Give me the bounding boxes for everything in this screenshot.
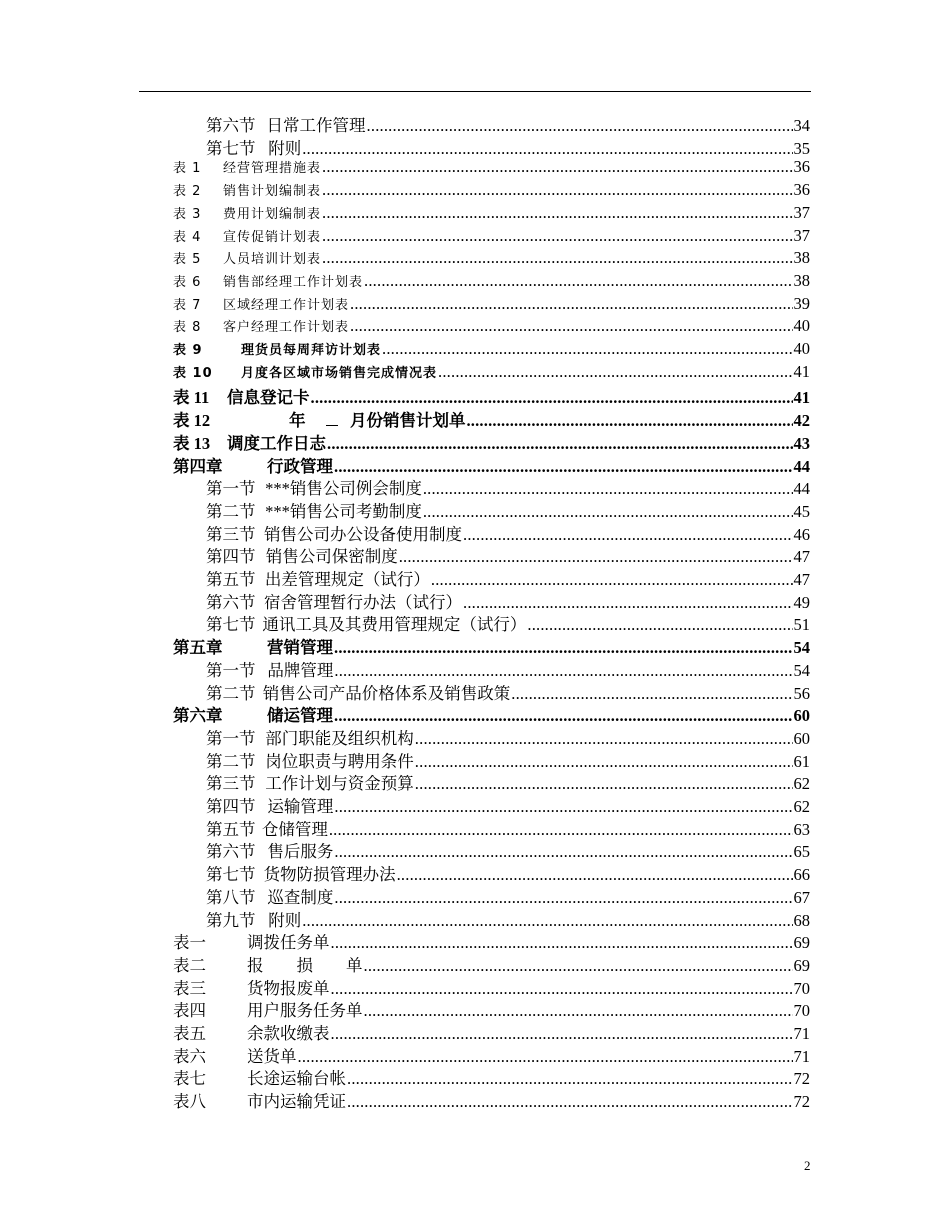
blank-month-line <box>326 411 338 426</box>
toc-leader-dots <box>302 139 792 159</box>
toc-entry[interactable] <box>206 793 810 816</box>
toc-entry-page: 36 <box>793 157 810 177</box>
toc-entry-page: 51 <box>793 615 810 635</box>
toc-entry-number: 表三 <box>173 978 206 998</box>
toc-entry-page: 44 <box>793 479 810 499</box>
toc-entry-number: 第六节 <box>206 842 256 862</box>
toc-entry-number: 第三节 <box>206 524 256 544</box>
toc-entry-page: 54 <box>793 660 810 680</box>
toc-leader-dots <box>466 411 792 431</box>
toc-leader-dots <box>367 116 793 136</box>
toc-leader-dots <box>399 547 793 567</box>
toc-entry-number: 表 5 <box>173 252 202 268</box>
toc-entry-title: 调拨任务单 <box>247 933 330 953</box>
toc-entry[interactable] <box>173 226 810 249</box>
toc-entry-page: 44 <box>793 456 810 476</box>
toc-entry-page: 38 <box>793 248 810 268</box>
toc-entry[interactable] <box>173 362 810 385</box>
toc-entry[interactable] <box>206 861 810 884</box>
toc-entry-page: 42 <box>793 411 810 431</box>
toc-entry-page: 61 <box>793 751 810 771</box>
toc-entry[interactable] <box>206 680 810 703</box>
toc-entry-title: 货物防损管理办法 <box>263 865 396 885</box>
toc-entry-page: 66 <box>793 865 810 885</box>
toc-entry[interactable] <box>206 770 810 793</box>
toc-leader-dots <box>302 911 792 931</box>
toc-entry-number: 第五章 <box>173 638 223 658</box>
toc-entry-page: 71 <box>793 1046 810 1066</box>
toc-entry[interactable] <box>173 1088 810 1111</box>
toc-entry-page: 41 <box>793 361 810 381</box>
toc-entry-title: 信息登记卡 <box>227 388 310 408</box>
toc-entry[interactable] <box>206 543 810 566</box>
toc-entry[interactable] <box>206 135 810 158</box>
toc-leader-dots <box>527 615 792 635</box>
toc-entry-title: 岗位职责与聘用条件 <box>265 751 414 771</box>
toc-entry[interactable] <box>173 929 810 952</box>
toc-entry-number: 第一节 <box>206 479 256 499</box>
toc-entry-number: 表二 <box>173 955 206 975</box>
toc-leader-dots <box>415 729 793 749</box>
toc-entry-page: 34 <box>793 116 810 135</box>
toc-entry-title: 附则 <box>268 910 302 930</box>
toc-entry-title: 销售公司产品价格体系及销售政策 <box>262 683 511 703</box>
toc-entry-page: 68 <box>793 910 810 930</box>
toc-entry-page: 43 <box>793 433 810 453</box>
toc-leader-dots <box>463 593 792 613</box>
page-number: 2 <box>804 1158 811 1173</box>
toc-entry-title: 行政管理 <box>267 456 333 476</box>
toc-leader-dots <box>350 316 792 336</box>
toc-entry-title: 销售部经理工作计划表 <box>223 274 364 290</box>
toc-entry-title: 调度工作日志 <box>227 433 326 453</box>
toc-entry-title: 部门职能及组织机构 <box>265 728 414 748</box>
toc-entry-number: 表 11 <box>173 388 210 408</box>
toc-entry-number: 第二节 <box>206 501 256 521</box>
toc-entry[interactable] <box>173 384 810 407</box>
toc-entry-page: 46 <box>793 524 810 544</box>
toc-entry-number: 表四 <box>173 1001 206 1021</box>
toc-entry[interactable] <box>173 157 810 180</box>
toc-entry-page: 69 <box>793 955 810 975</box>
toc-entry[interactable] <box>206 498 810 521</box>
toc-entry-number: 第二节 <box>206 683 256 703</box>
toc-entry-title: 运输管理 <box>267 797 334 816</box>
toc-entry-number: 表七 <box>173 1069 206 1089</box>
toc-entry[interactable] <box>206 884 810 907</box>
toc-entry[interactable] <box>173 1065 810 1088</box>
toc-entry-title: 货物报废单 <box>247 978 330 998</box>
toc-leader-dots <box>347 1092 793 1112</box>
toc-leader-dots <box>415 752 793 772</box>
toc-entry-page: 54 <box>793 638 810 658</box>
toc-entry-title: 日常工作管理 <box>266 116 366 135</box>
toc-entry[interactable] <box>173 1020 810 1043</box>
toc-leader-dots <box>511 684 792 704</box>
toc-entry-title: 工作计划与资金预算 <box>265 774 414 794</box>
toc-entry-number: 表 10 <box>173 365 213 381</box>
toc-entry-title: 营销管理 <box>267 638 333 658</box>
toc-entry-page: 35 <box>793 138 810 158</box>
toc-entry[interactable] <box>173 180 810 203</box>
toc-entry[interactable] <box>206 907 810 930</box>
toc-entry[interactable] <box>173 702 810 725</box>
toc-entry-title: 品牌管理 <box>267 660 334 680</box>
toc-entry-page: 65 <box>793 842 810 862</box>
toc-entry-title: 经营管理措施表 <box>223 161 322 177</box>
toc-entry-page: 60 <box>793 706 810 726</box>
toc-entry[interactable] <box>173 271 810 294</box>
toc-leader-dots <box>322 226 792 246</box>
toc-leader-dots <box>397 865 793 885</box>
toc-entry-title: 储运管理 <box>267 706 333 726</box>
toc-entry[interactable] <box>206 589 810 612</box>
toc-entry[interactable] <box>206 816 810 839</box>
toc-entry-title: 通讯工具及其费用管理规定（试行） <box>262 615 527 635</box>
toc-entry-page: 41 <box>793 388 810 408</box>
toc-entry-page: 71 <box>793 1024 810 1043</box>
toc-entry-title: 销售计划编制表 <box>223 184 322 200</box>
toc-leader-dots <box>364 1001 793 1021</box>
toc-entry-title-year: 年 <box>289 411 306 431</box>
toc-entry-number: 表八 <box>173 1092 206 1112</box>
toc-entry-number: 表 12 <box>173 411 211 431</box>
toc-leader-dots <box>334 661 792 681</box>
toc-entry-number: 第四节 <box>206 547 256 567</box>
toc-leader-dots <box>334 797 792 817</box>
toc-entry-number: 表 8 <box>173 320 202 336</box>
toc-entry-title: 市内运输凭证 <box>247 1092 346 1112</box>
toc-entry-number: 表 3 <box>173 206 202 222</box>
toc-leader-dots <box>350 294 792 314</box>
toc-leader-dots <box>331 933 793 953</box>
toc-entry-title: 宿舍管理暂行办法（试行） <box>264 592 463 612</box>
toc-leader-dots <box>331 979 793 999</box>
toc-leader-dots <box>329 820 793 840</box>
toc-entry[interactable] <box>173 997 810 1020</box>
toc-entry-number: 第一节 <box>206 728 256 748</box>
toc-leader-dots <box>322 203 792 223</box>
toc-entry[interactable] <box>173 203 810 226</box>
toc-entry-page: 38 <box>793 270 810 290</box>
toc-entry-title: 月度各区域市场销售完成情况表 <box>241 365 438 381</box>
toc-leader-dots <box>334 888 792 908</box>
toc-entry-page: 39 <box>793 293 810 313</box>
toc-entry-page: 49 <box>793 592 810 612</box>
toc-entry-number: 第一节 <box>206 660 256 680</box>
toc-leader-dots <box>334 842 792 862</box>
toc-entry-page: 72 <box>793 1069 810 1089</box>
toc-entry-title: 用户服务任务单 <box>247 1001 363 1021</box>
toc-leader-dots <box>334 638 793 658</box>
toc-entry-title: 长途运输台帐 <box>247 1069 346 1089</box>
toc-entry-page: 70 <box>793 1001 810 1021</box>
toc-entry[interactable] <box>173 975 810 998</box>
toc-entry-title: 理货员每周拜访计划表 <box>241 343 382 358</box>
toc-entry[interactable] <box>173 407 810 430</box>
toc-entry-title: 售后服务 <box>267 842 334 862</box>
toc-entry-number: 第四节 <box>206 797 256 816</box>
toc-entry-number: 表 13 <box>173 433 211 453</box>
toc-entry-number: 第七节 <box>206 865 256 885</box>
toc-leader-dots <box>322 180 792 200</box>
toc-entry[interactable] <box>206 521 810 544</box>
toc-entry-page: 47 <box>793 570 810 589</box>
toc-entry-title: 客户经理工作计划表 <box>223 320 350 336</box>
toc-entry-page: 69 <box>793 933 810 953</box>
toc-entry-number: 表 4 <box>173 229 202 245</box>
toc-entry-number: 表 7 <box>173 297 202 313</box>
toc-leader-dots <box>347 1069 793 1089</box>
toc-entry-number: 第六节 <box>206 592 256 612</box>
toc-entry-number: 表 6 <box>173 274 202 290</box>
toc-entry[interactable] <box>173 248 810 271</box>
toc-leader-dots <box>382 339 792 359</box>
toc-entry-page: 37 <box>793 225 810 245</box>
toc-leader-dots <box>331 1024 793 1044</box>
toc-entry[interactable] <box>173 430 810 453</box>
toc-entry-page: 45 <box>793 501 810 521</box>
toc-entry[interactable] <box>206 748 810 771</box>
toc-leader-dots <box>311 388 793 408</box>
toc-entry[interactable] <box>206 725 810 748</box>
toc-entry-number: 第五节 <box>206 819 256 839</box>
toc-entry-number: 第三节 <box>206 774 256 794</box>
toc-entry-title: 宣传促销计划表 <box>223 229 322 245</box>
toc-entry[interactable] <box>173 634 810 657</box>
toc-entry[interactable] <box>173 952 810 975</box>
toc-entry-number: 第六章 <box>173 706 223 726</box>
toc-entry-title: ***销售公司考勤制度 <box>265 501 422 521</box>
toc-entry-page: 37 <box>793 202 810 222</box>
toc-entry[interactable] <box>173 316 810 339</box>
toc-entry-number: 表六 <box>173 1046 206 1066</box>
toc-leader-dots <box>431 570 793 590</box>
toc-entry-page: 62 <box>793 797 810 816</box>
toc-entry-title: ***销售公司例会制度 <box>265 479 422 499</box>
toc-entry[interactable] <box>206 566 810 589</box>
toc-entry-title: 送货单 <box>247 1046 297 1066</box>
toc-leader-dots <box>423 502 793 522</box>
toc-entry-title: 月份销售计划单 <box>349 411 466 431</box>
toc-entry-title: 巡查制度 <box>267 887 334 907</box>
toc-entry-number: 第七节 <box>206 615 256 635</box>
toc-leader-dots <box>327 434 793 454</box>
toc-entry-title: 区域经理工作计划表 <box>223 297 350 313</box>
toc-entry-page: 56 <box>793 683 810 703</box>
toc-entry[interactable] <box>206 657 810 680</box>
toc-leader-dots <box>423 479 793 499</box>
toc-entry-number: 表五 <box>173 1024 206 1043</box>
toc-entry[interactable] <box>206 838 810 861</box>
toc-entry-page: 36 <box>793 180 810 200</box>
toc-entry-title: 出差管理规定（试行） <box>264 570 430 589</box>
toc-entry-title: 费用计划编制表 <box>223 206 322 222</box>
toc-entry-title: 销售公司保密制度 <box>265 547 398 567</box>
toc-entry-number: 表 1 <box>173 161 202 177</box>
toc-entry-page: 67 <box>793 887 810 907</box>
toc-entry[interactable] <box>206 611 810 634</box>
toc-entry-number: 第八节 <box>206 887 256 907</box>
toc-leader-dots <box>322 248 792 268</box>
toc-leader-dots <box>364 271 792 291</box>
toc-leader-dots <box>298 1047 793 1067</box>
toc-entry-number: 第七节 <box>206 138 256 158</box>
toc-entry-page: 70 <box>793 978 810 998</box>
toc-entry-page: 40 <box>793 339 810 358</box>
toc-entry-title: 销售公司办公设备使用制度 <box>264 524 463 544</box>
toc-entry-number: 第九节 <box>206 910 256 930</box>
toc-entry-number: 表 9 <box>173 343 203 358</box>
toc-entry-page: 63 <box>793 819 810 839</box>
toc-entry-title: 余款收缴表 <box>247 1024 330 1043</box>
toc-entry[interactable] <box>173 294 810 317</box>
toc-entry-title: 人员培训计划表 <box>223 252 322 268</box>
toc-entry[interactable] <box>206 112 810 135</box>
toc-entry-page: 62 <box>793 774 810 794</box>
toc-entry-page: 40 <box>793 316 810 336</box>
toc-entry[interactable] <box>173 1043 810 1066</box>
toc-leader-dots <box>334 706 793 726</box>
toc-entry[interactable] <box>173 339 810 362</box>
toc-entry[interactable] <box>206 475 810 498</box>
header-rule <box>139 91 811 92</box>
toc-leader-dots <box>334 457 793 477</box>
toc-leader-dots <box>463 525 792 545</box>
toc-leader-dots <box>322 157 792 177</box>
toc-entry-number: 第五节 <box>206 570 256 589</box>
toc-entry-number: 第六节 <box>206 116 256 135</box>
toc-entry-title: 附则 <box>268 138 302 158</box>
toc-entry-page: 72 <box>793 1092 810 1112</box>
toc-entry-page: 60 <box>793 728 810 748</box>
toc-entry[interactable] <box>173 453 810 476</box>
toc-entry-number: 表一 <box>173 933 206 953</box>
toc-entry-title: 仓储管理 <box>261 819 328 839</box>
toc-entry-title: 报 损 单 <box>247 955 363 975</box>
toc-leader-dots <box>438 362 792 382</box>
toc-entry-number: 第二节 <box>206 751 256 771</box>
toc-leader-dots <box>415 774 793 794</box>
toc-entry-number: 第四章 <box>173 456 223 476</box>
toc-leader-dots <box>364 956 793 976</box>
toc-entry-page: 47 <box>793 547 810 567</box>
toc-entry-number: 表 2 <box>173 184 202 200</box>
